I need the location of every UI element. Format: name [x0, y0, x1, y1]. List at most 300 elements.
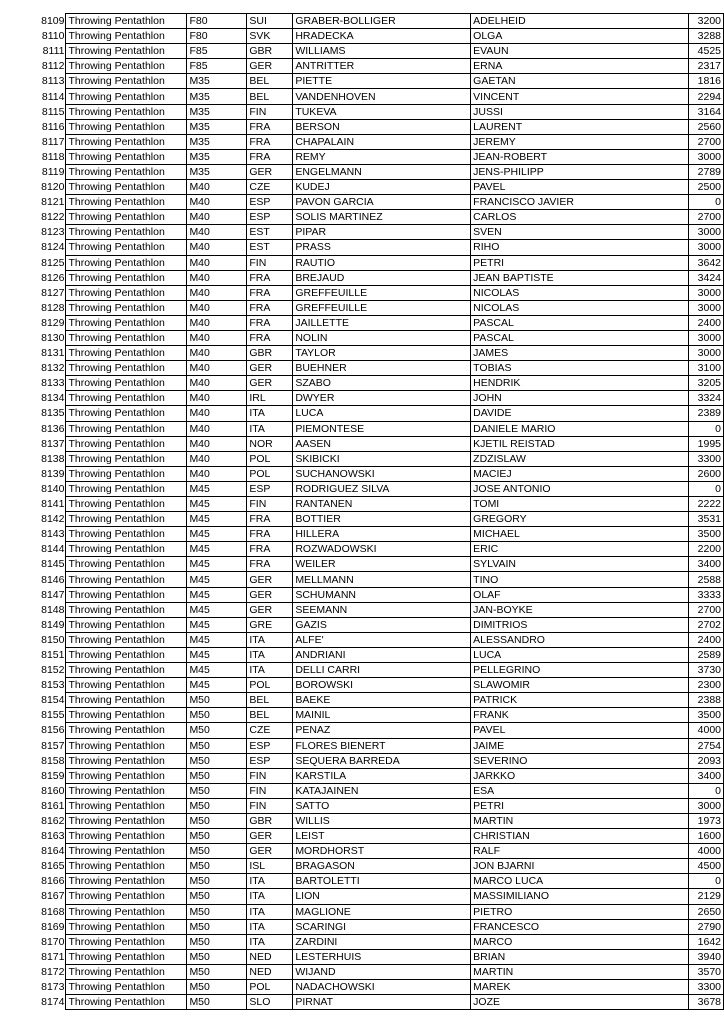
entry-number-cell: 8134 — [41, 392, 65, 405]
score-cell: 2400 — [688, 315, 723, 330]
entry-number-cell: 8111 — [42, 45, 65, 58]
first-name-cell: ERNA — [471, 59, 689, 74]
last-name-cell: WEILER — [293, 557, 471, 572]
score-cell: 3200 — [688, 14, 723, 29]
last-name-cell: ALFE' — [293, 632, 471, 647]
entry-number-cell: 8128 — [41, 301, 65, 314]
event-name-cell: Throwing Pentathlon — [66, 285, 187, 300]
country-code-cell: GER — [247, 572, 293, 587]
score-cell: 3400 — [688, 768, 723, 783]
event-name-cell: Throwing Pentathlon — [66, 964, 187, 979]
entry-number-cell: 8153 — [41, 679, 65, 692]
last-name-cell: SUCHANOWSKI — [293, 466, 471, 481]
table-row — [35, 119, 724, 134]
last-name-cell: ANTRITTER — [293, 59, 471, 74]
event-name-cell: Throwing Pentathlon — [66, 361, 187, 376]
event-name-cell: Throwing Pentathlon — [66, 949, 187, 964]
first-name-cell: MASSIMILIANO — [471, 889, 689, 904]
country-code-cell: ITA — [247, 889, 293, 904]
age-category-cell: M50 — [187, 813, 247, 828]
country-code-cell: GER — [247, 844, 293, 859]
table-row — [35, 587, 724, 602]
event-name-cell: Throwing Pentathlon — [66, 74, 187, 89]
entry-number-cell: 8115 — [41, 105, 65, 118]
country-code-cell: BEL — [247, 74, 293, 89]
country-code-cell: FRA — [247, 542, 293, 557]
country-code-cell: GER — [247, 164, 293, 179]
event-name-cell: Throwing Pentathlon — [66, 995, 187, 1010]
country-code-cell: FIN — [247, 255, 293, 270]
country-code-cell: FIN — [247, 497, 293, 512]
score-cell: 3400 — [688, 557, 723, 572]
table-row — [35, 723, 724, 738]
last-name-cell: MAGLIONE — [293, 904, 471, 919]
score-cell: 2702 — [688, 617, 723, 632]
country-code-cell: ESP — [247, 195, 293, 210]
country-code-cell: ITA — [247, 406, 293, 421]
last-name-cell: MAINIL — [293, 708, 471, 723]
age-category-cell: M40 — [187, 330, 247, 345]
last-name-cell: LUCA — [293, 406, 471, 421]
table-row — [35, 874, 724, 889]
event-name-cell: Throwing Pentathlon — [66, 149, 187, 164]
entry-number-cell: 8140 — [41, 482, 65, 495]
last-name-cell: DWYER — [293, 391, 471, 406]
last-name-cell: NADACHOWSKI — [293, 980, 471, 995]
last-name-cell: SATTO — [293, 798, 471, 813]
entry-number-cell: 8119 — [41, 165, 65, 178]
event-name-cell: Throwing Pentathlon — [66, 663, 187, 678]
last-name-cell: PENAZ — [293, 723, 471, 738]
entry-number-cell: 8138 — [41, 452, 65, 465]
country-code-cell: ITA — [247, 934, 293, 949]
age-category-cell: M35 — [187, 89, 247, 104]
country-code-cell: CZE — [247, 180, 293, 195]
table-row — [35, 663, 724, 678]
country-code-cell: GBR — [247, 44, 293, 59]
country-code-cell: ESP — [247, 753, 293, 768]
country-code-cell: ISL — [247, 859, 293, 874]
country-code-cell: ITA — [247, 421, 293, 436]
entry-number-cell: 8154 — [41, 694, 65, 707]
score-cell: 3424 — [688, 270, 723, 285]
age-category-cell: M50 — [187, 889, 247, 904]
table-row — [35, 527, 724, 542]
entry-number-cell: 8122 — [41, 211, 65, 224]
last-name-cell: SCARINGI — [293, 919, 471, 934]
entry-number-cell: 8117 — [41, 135, 65, 148]
first-name-cell: JENS-PHILIPP — [471, 164, 689, 179]
age-category-cell: M40 — [187, 315, 247, 330]
table-row — [35, 678, 724, 693]
last-name-cell: ANDRIANI — [293, 647, 471, 662]
country-code-cell: SVK — [247, 29, 293, 44]
event-name-cell: Throwing Pentathlon — [66, 164, 187, 179]
table-row — [35, 29, 724, 44]
country-code-cell: FIN — [247, 783, 293, 798]
age-category-cell: M40 — [187, 346, 247, 361]
age-category-cell: M40 — [187, 361, 247, 376]
score-cell: 1816 — [688, 74, 723, 89]
last-name-cell: BERSON — [293, 119, 471, 134]
country-code-cell: POL — [247, 980, 293, 995]
entry-number-cell: 8121 — [41, 196, 65, 209]
event-name-cell: Throwing Pentathlon — [66, 466, 187, 481]
table-row — [35, 708, 724, 723]
country-code-cell: FRA — [247, 149, 293, 164]
event-name-cell: Throwing Pentathlon — [66, 300, 187, 315]
score-cell: 3333 — [688, 587, 723, 602]
entry-number-cell: 8149 — [41, 618, 65, 631]
entry-number-cell: 8174 — [41, 996, 65, 1009]
entry-number-cell: 8143 — [41, 528, 65, 541]
age-category-cell: M45 — [187, 647, 247, 662]
last-name-cell: GREFFEUILLE — [293, 300, 471, 315]
age-category-cell: M50 — [187, 980, 247, 995]
last-name-cell: HRADECKA — [293, 29, 471, 44]
score-cell: 2222 — [688, 497, 723, 512]
score-cell: 2129 — [688, 889, 723, 904]
country-code-cell: FIN — [247, 104, 293, 119]
age-category-cell: M45 — [187, 481, 247, 496]
entry-number-cell: 8125 — [41, 256, 65, 269]
first-name-cell: JARKKO — [471, 768, 689, 783]
country-code-cell: NOR — [247, 436, 293, 451]
first-name-cell: PELLEGRINO — [471, 663, 689, 678]
country-code-cell: CZE — [247, 723, 293, 738]
table-row — [35, 844, 724, 859]
event-name-cell: Throwing Pentathlon — [66, 59, 187, 74]
first-name-cell: PAVEL — [471, 723, 689, 738]
age-category-cell: M50 — [187, 949, 247, 964]
age-category-cell: M40 — [187, 225, 247, 240]
entry-number-cell: 8146 — [41, 573, 65, 586]
table-row — [35, 330, 724, 345]
score-cell: 4525 — [688, 44, 723, 59]
table-row — [35, 14, 724, 29]
entry-number-cell: 8148 — [41, 603, 65, 616]
last-name-cell: SOLIS MARTINEZ — [293, 210, 471, 225]
table-row — [35, 180, 724, 195]
country-code-cell: NED — [247, 949, 293, 964]
last-name-cell: PIEMONTESE — [293, 421, 471, 436]
age-category-cell: M45 — [187, 542, 247, 557]
event-name-cell: Throwing Pentathlon — [66, 195, 187, 210]
event-name-cell: Throwing Pentathlon — [66, 270, 187, 285]
table-row — [35, 346, 724, 361]
age-category-cell: M40 — [187, 240, 247, 255]
event-name-cell: Throwing Pentathlon — [66, 980, 187, 995]
event-name-cell: Throwing Pentathlon — [66, 406, 187, 421]
age-category-cell: M40 — [187, 195, 247, 210]
entry-number-cell: 8124 — [41, 241, 65, 254]
first-name-cell: PETRI — [471, 255, 689, 270]
country-code-cell: ESP — [247, 481, 293, 496]
age-category-cell: M40 — [187, 270, 247, 285]
age-category-cell: M45 — [187, 617, 247, 632]
age-category-cell: M50 — [187, 995, 247, 1010]
first-name-cell: SLAWOMIR — [471, 678, 689, 693]
score-cell: 3570 — [688, 964, 723, 979]
score-cell: 2588 — [688, 572, 723, 587]
table-row — [35, 451, 724, 466]
last-name-cell: BAEKE — [293, 693, 471, 708]
table-row — [35, 104, 724, 119]
event-name-cell: Throwing Pentathlon — [66, 497, 187, 512]
age-category-cell: M40 — [187, 376, 247, 391]
entry-number-cell: 8163 — [41, 830, 65, 843]
score-cell: 4500 — [688, 859, 723, 874]
first-name-cell: PASCAL — [471, 330, 689, 345]
entries-table — [35, 13, 724, 1010]
score-cell: 3300 — [688, 980, 723, 995]
event-name-cell: Throwing Pentathlon — [66, 210, 187, 225]
event-name-cell: Throwing Pentathlon — [66, 798, 187, 813]
age-category-cell: M45 — [187, 663, 247, 678]
first-name-cell: FRANK — [471, 708, 689, 723]
score-cell: 2400 — [688, 632, 723, 647]
entry-number-cell: 8158 — [41, 754, 65, 767]
table-row — [35, 436, 724, 451]
age-category-cell: M40 — [187, 285, 247, 300]
last-name-cell: SCHUMANN — [293, 587, 471, 602]
score-cell: 1973 — [688, 813, 723, 828]
event-name-cell: Throwing Pentathlon — [66, 481, 187, 496]
entry-number-cell: 8136 — [41, 422, 65, 435]
age-category-cell: M35 — [187, 74, 247, 89]
first-name-cell: PASCAL — [471, 315, 689, 330]
first-name-cell: SEVERINO — [471, 753, 689, 768]
last-name-cell: RODRIGUEZ SILVA — [293, 481, 471, 496]
table-row — [35, 225, 724, 240]
last-name-cell: PIETTE — [293, 74, 471, 89]
score-cell: 2300 — [688, 678, 723, 693]
score-cell: 0 — [688, 783, 723, 798]
first-name-cell: PATRICK — [471, 693, 689, 708]
entry-number-cell: 8116 — [41, 120, 65, 133]
age-category-cell: M35 — [187, 134, 247, 149]
country-code-cell: FIN — [247, 768, 293, 783]
last-name-cell: SEQUERA BARREDA — [293, 753, 471, 768]
event-name-cell: Throwing Pentathlon — [66, 391, 187, 406]
age-category-cell: M50 — [187, 919, 247, 934]
table-row — [35, 964, 724, 979]
entry-number-cell: 8145 — [41, 558, 65, 571]
entry-number-cell: 8142 — [41, 513, 65, 526]
country-code-cell: FRA — [247, 300, 293, 315]
score-cell: 2389 — [688, 406, 723, 421]
last-name-cell: BRAGASON — [293, 859, 471, 874]
first-name-cell: HENDRIK — [471, 376, 689, 391]
event-name-cell: Throwing Pentathlon — [66, 225, 187, 240]
country-code-cell: GER — [247, 587, 293, 602]
event-name-cell: Throwing Pentathlon — [66, 255, 187, 270]
table-row — [35, 632, 724, 647]
table-row — [35, 889, 724, 904]
event-name-cell: Throwing Pentathlon — [66, 44, 187, 59]
country-code-cell: FRA — [247, 330, 293, 345]
entry-number-cell: 8171 — [41, 950, 65, 963]
score-cell: 3500 — [688, 527, 723, 542]
age-category-cell: M40 — [187, 255, 247, 270]
country-code-cell: POL — [247, 466, 293, 481]
country-code-cell: GBR — [247, 813, 293, 828]
event-name-cell: Throwing Pentathlon — [66, 783, 187, 798]
country-code-cell: ITA — [247, 904, 293, 919]
entry-number-cell: 8173 — [41, 981, 65, 994]
first-name-cell: EVAUN — [471, 44, 689, 59]
score-cell: 3000 — [688, 300, 723, 315]
first-name-cell: PAVEL — [471, 180, 689, 195]
entry-number-cell: 8170 — [41, 935, 65, 948]
age-category-cell: M45 — [187, 497, 247, 512]
table-row — [35, 59, 724, 74]
country-code-cell: FRA — [247, 527, 293, 542]
last-name-cell: RANTANEN — [293, 497, 471, 512]
first-name-cell: TOBIAS — [471, 361, 689, 376]
last-name-cell: TUKEVA — [293, 104, 471, 119]
age-category-cell: M40 — [187, 391, 247, 406]
first-name-cell: RIHO — [471, 240, 689, 255]
last-name-cell: PIRNAT — [293, 995, 471, 1010]
first-name-cell: JAN-BOYKE — [471, 602, 689, 617]
age-category-cell: F80 — [187, 14, 247, 29]
last-name-cell: WIJAND — [293, 964, 471, 979]
country-code-cell: EST — [247, 240, 293, 255]
table-row — [35, 376, 724, 391]
table-row — [35, 466, 724, 481]
event-name-cell: Throwing Pentathlon — [66, 723, 187, 738]
age-category-cell: M40 — [187, 210, 247, 225]
age-category-cell: F80 — [187, 29, 247, 44]
country-code-cell: NED — [247, 964, 293, 979]
table-row — [35, 300, 724, 315]
table-row — [35, 798, 724, 813]
event-name-cell: Throwing Pentathlon — [66, 617, 187, 632]
country-code-cell: POL — [247, 451, 293, 466]
score-cell: 2500 — [688, 180, 723, 195]
score-cell: 3500 — [688, 708, 723, 723]
table-row — [35, 738, 724, 753]
event-name-cell: Throwing Pentathlon — [66, 678, 187, 693]
event-name-cell: Throwing Pentathlon — [66, 330, 187, 345]
table-row — [35, 149, 724, 164]
entry-number-cell: 8135 — [41, 407, 65, 420]
age-category-cell: M45 — [187, 632, 247, 647]
table-body — [35, 14, 724, 1010]
last-name-cell: KARSTILA — [293, 768, 471, 783]
country-code-cell: ITA — [247, 632, 293, 647]
entry-number-cell: 8144 — [41, 543, 65, 556]
event-name-cell: Throwing Pentathlon — [66, 844, 187, 859]
last-name-cell: ZARDINI — [293, 934, 471, 949]
entry-number-cell: 8157 — [41, 739, 65, 752]
age-category-cell: M40 — [187, 406, 247, 421]
country-code-cell: ESP — [247, 210, 293, 225]
country-code-cell: BEL — [247, 89, 293, 104]
age-category-cell: M45 — [187, 572, 247, 587]
first-name-cell: JON BJARNI — [471, 859, 689, 874]
table-row — [35, 904, 724, 919]
first-name-cell: GAETAN — [471, 74, 689, 89]
entry-number-cell: 8110 — [41, 30, 65, 43]
event-name-cell: Throwing Pentathlon — [66, 557, 187, 572]
last-name-cell: VANDENHOVEN — [293, 89, 471, 104]
country-code-cell: FIN — [247, 798, 293, 813]
event-name-cell: Throwing Pentathlon — [66, 572, 187, 587]
entry-number-cell: 8123 — [41, 226, 65, 239]
age-category-cell: M40 — [187, 451, 247, 466]
first-name-cell: LAURENT — [471, 119, 689, 134]
score-cell: 2093 — [688, 753, 723, 768]
entry-number-cell: 8139 — [41, 467, 65, 480]
score-cell: 2754 — [688, 738, 723, 753]
table-row — [35, 859, 724, 874]
score-cell: 3000 — [688, 240, 723, 255]
score-cell: 3000 — [688, 225, 723, 240]
age-category-cell: M40 — [187, 300, 247, 315]
first-name-cell: SYLVAIN — [471, 557, 689, 572]
table-row — [35, 949, 724, 964]
score-cell: 3300 — [688, 451, 723, 466]
last-name-cell: KUDEJ — [293, 180, 471, 195]
entry-number-cell: 8161 — [41, 799, 65, 812]
last-name-cell: GRABER-BOLLIGER — [293, 14, 471, 29]
table-row — [35, 285, 724, 300]
country-code-cell: FRA — [247, 270, 293, 285]
country-code-cell: FRA — [247, 512, 293, 527]
age-category-cell: F85 — [187, 44, 247, 59]
score-cell: 1600 — [688, 829, 723, 844]
country-code-cell: ITA — [247, 919, 293, 934]
score-cell: 4000 — [688, 723, 723, 738]
event-name-cell: Throwing Pentathlon — [66, 421, 187, 436]
last-name-cell: JAILLETTE — [293, 315, 471, 330]
country-code-cell: BEL — [247, 693, 293, 708]
country-code-cell: IRL — [247, 391, 293, 406]
first-name-cell: TOMI — [471, 497, 689, 512]
score-cell: 3000 — [688, 149, 723, 164]
entry-number-cell: 8133 — [41, 377, 65, 390]
first-name-cell: ALESSANDRO — [471, 632, 689, 647]
country-code-cell: ESP — [247, 738, 293, 753]
last-name-cell: WILLIAMS — [293, 44, 471, 59]
first-name-cell: ERIC — [471, 542, 689, 557]
country-code-cell: ITA — [247, 874, 293, 889]
event-name-cell: Throwing Pentathlon — [66, 436, 187, 451]
first-name-cell: OLAF — [471, 587, 689, 602]
age-category-cell: M40 — [187, 466, 247, 481]
score-cell: 3642 — [688, 255, 723, 270]
country-code-cell: FRA — [247, 315, 293, 330]
last-name-cell: AASEN — [293, 436, 471, 451]
event-name-cell: Throwing Pentathlon — [66, 934, 187, 949]
country-code-cell: FRA — [247, 285, 293, 300]
table-row — [35, 240, 724, 255]
age-category-cell: M35 — [187, 149, 247, 164]
last-name-cell: BREJAUD — [293, 270, 471, 285]
entry-number-cell: 8147 — [41, 588, 65, 601]
first-name-cell: JOSE ANTONIO — [471, 481, 689, 496]
score-cell: 2700 — [688, 210, 723, 225]
entry-number-cell: 8132 — [41, 362, 65, 375]
event-name-cell: Throwing Pentathlon — [66, 315, 187, 330]
entry-number-cell: 8141 — [41, 498, 65, 511]
age-category-cell: M50 — [187, 829, 247, 844]
first-name-cell: MARCO LUCA — [471, 874, 689, 889]
event-name-cell: Throwing Pentathlon — [66, 708, 187, 723]
score-cell: 3000 — [688, 346, 723, 361]
